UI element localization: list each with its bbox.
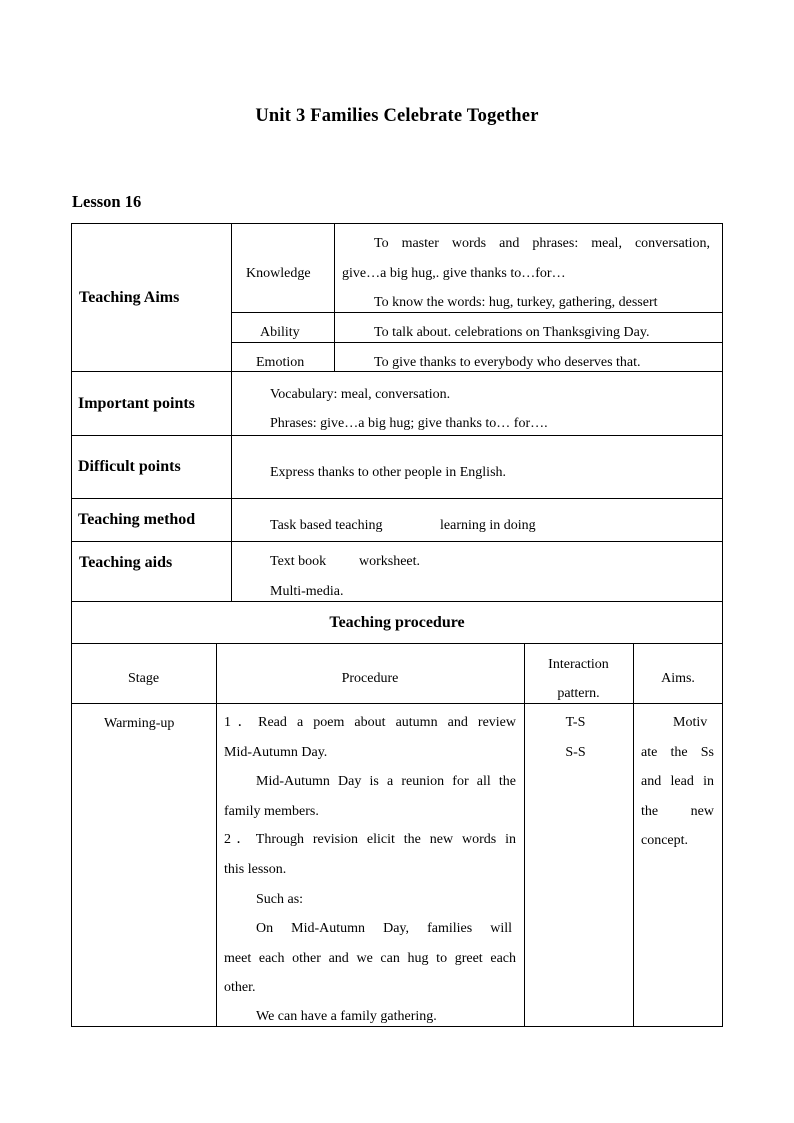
knowledge-text: give…a big hug,. give thanks to…for… <box>342 266 566 281</box>
knowledge-label: Knowledge <box>246 266 311 281</box>
teaching-aids-label: Teaching aids <box>79 554 173 571</box>
teaching-method-text: learning in doing <box>440 518 536 533</box>
important-points-text: Phrases: give…a big hug; give thanks to… for…. <box>270 416 548 431</box>
procedure-line: this lesson. <box>224 862 287 877</box>
procedure-header: Procedure <box>341 671 399 686</box>
interaction-cell: S-S <box>565 745 586 760</box>
procedure-line: 1．Read a poem about autumn and review <box>224 715 516 730</box>
interaction-header: Interaction <box>548 657 609 672</box>
row-divider <box>231 312 723 313</box>
lesson-label: Lesson 16 <box>72 192 142 211</box>
procedure-line: Such as: <box>256 892 304 907</box>
aims-cell: ate the Ss <box>641 745 714 760</box>
procedure-line: Mid-Autumn Day. <box>224 745 328 760</box>
col-divider <box>633 643 634 1026</box>
row-divider <box>71 498 723 499</box>
teaching-aids-text: worksheet. <box>359 554 421 569</box>
col-divider <box>334 223 335 371</box>
interaction-header: pattern. <box>557 686 600 701</box>
aims-cell: concept. <box>641 833 689 848</box>
ability-text: To talk about. celebrations on Thanksgiving Day. <box>374 325 650 340</box>
important-points-label: Important points <box>78 395 195 412</box>
procedure-line: other. <box>224 980 256 995</box>
stage-header: Stage <box>127 671 160 686</box>
procedure-line: 2．Through revision elicit the new words in <box>224 832 516 847</box>
teaching-method-text: Task based teaching <box>270 518 383 533</box>
emotion-label: Emotion <box>256 355 305 370</box>
row-divider <box>71 703 723 704</box>
teaching-aids-text: Multi-media. <box>270 584 344 599</box>
col-divider <box>231 223 232 601</box>
col-divider <box>216 643 217 1026</box>
teaching-aids-text: Text book <box>270 554 327 569</box>
row-divider <box>71 371 723 372</box>
interaction-cell: T-S <box>565 715 586 730</box>
aims-cell: and lead in <box>641 774 714 789</box>
ability-label: Ability <box>260 325 300 340</box>
aims-cell: Motiv <box>673 715 708 730</box>
emotion-text: To give thanks to everybody who deserves that. <box>374 355 641 370</box>
procedure-line: family members. <box>224 804 319 819</box>
stage-cell: Warming-up <box>104 716 175 731</box>
row-divider <box>71 541 723 542</box>
procedure-line: We can have a family gathering. <box>256 1009 437 1024</box>
procedure-line: Mid-Autumn Day is a reunion for all the <box>256 774 516 789</box>
row-divider <box>231 342 723 343</box>
page-title: Unit 3 Families Celebrate Together <box>255 106 539 126</box>
row-divider <box>71 435 723 436</box>
procedure-line: meet each other and we can hug to greet each <box>224 951 516 966</box>
knowledge-text: To know the words: hug, turkey, gathering, dessert <box>374 295 658 310</box>
important-points-text: Vocabulary: meal, conversation. <box>270 387 451 402</box>
difficult-points-text: Express thanks to other people in English. <box>270 465 507 480</box>
aims-cell: the new <box>641 804 714 819</box>
procedure-line: On Mid-Autumn Day, families will <box>256 921 512 936</box>
aims-header: Aims. <box>661 671 695 686</box>
procedure-heading: Teaching procedure <box>329 614 465 631</box>
knowledge-text: To master words and phrases: meal, conversation, <box>374 236 710 251</box>
teaching-method-label: Teaching method <box>78 511 196 528</box>
teaching-aims-label: Teaching Aims <box>79 289 180 306</box>
difficult-points-label: Difficult points <box>78 458 181 475</box>
